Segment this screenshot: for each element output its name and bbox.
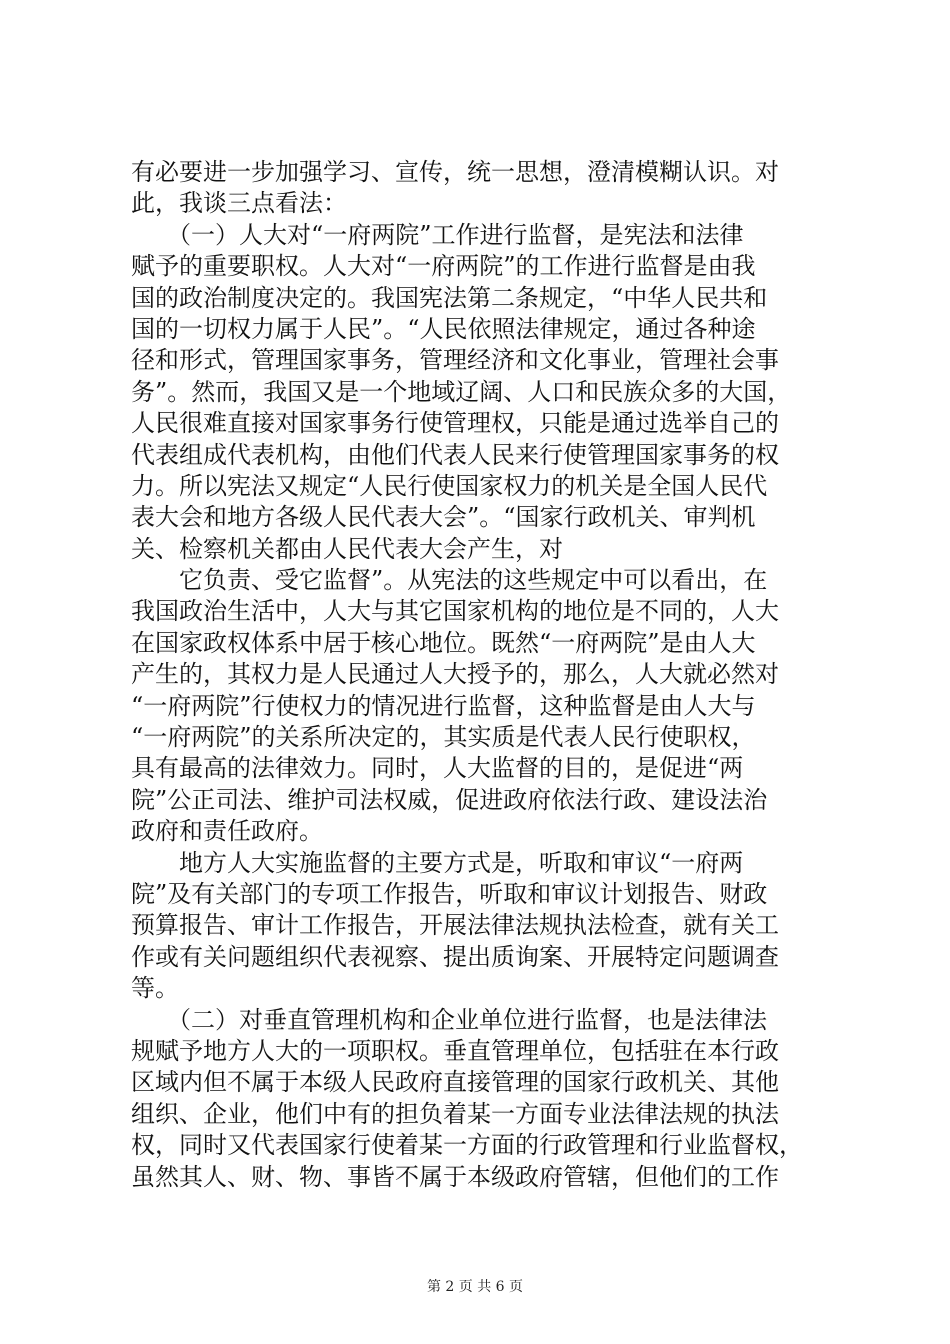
text-line: 区域内但不属于本级人民政府直接管理的国家行政机关、其他: [131, 1068, 779, 1097]
text-line: 政府和责任政府。: [131, 817, 323, 846]
text-line: 具有最高的法律效力。同时，人大监督的目的，是促进“两: [131, 754, 744, 783]
text-line: 虽然其人、财、物、事皆不属于本级政府管辖，但他们的工作: [131, 1162, 779, 1191]
text-line: 国的政治制度决定的。我国宪法第二条规定，“中华人民共和: [131, 283, 768, 312]
text-line: （一）人大对“一府两院”工作进行监督，是宪法和法律: [131, 220, 744, 249]
page-number-footer: 第 2 页 共 6 页: [426, 1279, 524, 1295]
text-line: 我国政治生活中，人大与其它国家机构的地位是不同的，人大: [131, 597, 779, 626]
text-line: 规赋予地方人大的一项职权。垂直管理单位，包括驻在本行政: [131, 1036, 779, 1065]
text-line: 地方人大实施监督的主要方式是，听取和审议“一府两: [131, 848, 744, 877]
text-line: 力。所以宪法又规定“人民行使国家权力的机关是全国人民代: [131, 471, 768, 500]
text-line: 此，我谈三点看法：: [131, 189, 347, 218]
text-line: “一府两院”行使权力的情况进行监督，这种监督是由人大与: [131, 691, 756, 720]
text-line: 代表组成代表机构，由他们代表人民来行使管理国家事务的权: [131, 440, 779, 469]
text-line: 权，同时又代表国家行使着某一方面的行政管理和行业监督权，: [131, 1131, 803, 1160]
text-line: 预算报告、审计工作报告，开展法律法规执法检查，就有关工: [131, 911, 779, 940]
text-line: 院”及有关部门的专项工作报告，听取和审议计划报告、财政: [131, 879, 768, 908]
text-line: 在国家政权体系中居于核心地位。既然“一府两院”是由人大: [131, 628, 756, 657]
text-line: 院”公正司法、维护司法权威，促进政府依法行政、建设法治: [131, 785, 768, 814]
text-line: 有必要进一步加强学习、宣传，统一思想，澄清模糊认识。对: [131, 158, 779, 186]
text-line: 径和形式，管理国家事务，管理经济和文化事业，管理社会事: [131, 346, 779, 375]
text-line: 务”。然而，我国又是一个地域辽阔、人口和民族众多的大国，: [131, 377, 792, 406]
text-line: （二）对垂直管理机构和企业单位进行监督，也是法律法: [131, 1005, 767, 1034]
text-line: 产生的，其权力是人民通过人大授予的，那么，人大就必然对: [131, 660, 779, 689]
text-line: 等。: [131, 974, 179, 1003]
text-line: 国的一切权力属于人民”。“人民依照法律规定，通过各种途: [131, 314, 756, 343]
text-line: 关、检察机关都由人民代表大会产生，对: [131, 534, 563, 563]
text-line: “一府两院”的关系所决定的，其实质是代表人民行使职权，: [131, 723, 756, 752]
text-line: 赋予的重要职权。人大对“一府两院”的工作进行监督是由我: [131, 252, 756, 281]
text-line: 它负责、受它监督”。从宪法的这些规定中可以看出，在: [131, 566, 768, 595]
text-line: 组织、企业，他们中有的担负着某一方面专业法律法规的执法: [131, 1099, 779, 1128]
text-line: 表大会和地方各级人民代表大会”。“国家行政机关、审判机: [131, 503, 756, 532]
document-body: [131, 157, 831, 1193]
text-line: 人民很难直接对国家事务行使管理权，只能是通过选举自己的: [131, 409, 779, 438]
text-line: 作或有关问题组织代表视察、提出质询案、开展特定问题调查: [131, 942, 779, 971]
